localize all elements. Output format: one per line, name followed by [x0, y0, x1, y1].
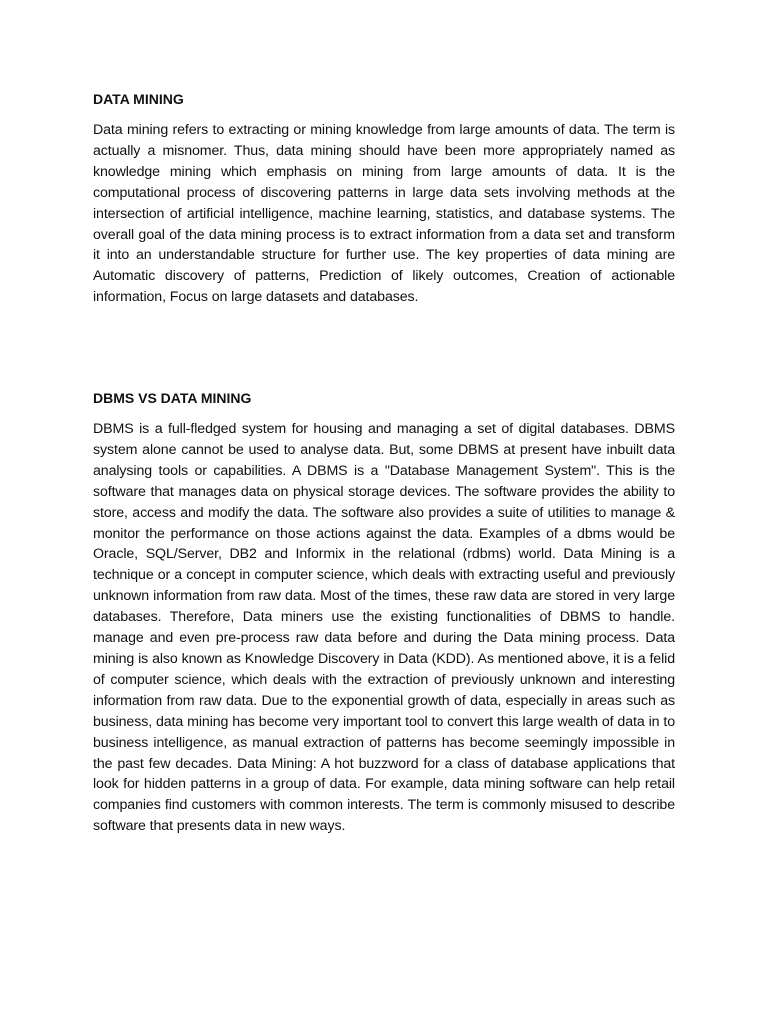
paragraph-data-mining: Data mining refers to extracting or mining knowledge from large amounts of data. The term is actually a misnomer. Thus, data mining should have been more appropriately named as knowledge mining which emphasis on mining from large amounts of data. It is the computational process of discovering patterns in large data sets involving methods at the intersection of artificial intelligence, machine learning, statistics, and database systems. The overall goal of the data mining process is to extract information from a data set and transform it into an understandable structure for further use. The key properties of data mining are Automatic discovery of patterns, Prediction of likely outcomes, Creation of actionable information, Focus on large datasets and databases.: [93, 122, 675, 306]
document-page: [93, 0, 675, 1024]
section-heading-dbms-vs-data-mining: DBMS VS DATA MINING: [93, 390, 252, 406]
section-heading-data-mining: DATA MINING: [93, 91, 184, 107]
paragraph-dbms-vs-data-mining: DBMS is a full-fledged system for housing and managing a set of digital databases. DBMS system alone cannot be used to analyse data. But, some DBMS at present have inbuilt data analysing tools or capabilities. A DBMS is a "Database Management System". This is the software that manages data on physical storage devices. The software provides the ability to store, access and modify the data. The software also provides a suite of utilities to manage & monitor the performance on those actions against the data. Examples of a dbms would be Oracle, SQL/Server, DB2 and Informix in the relational (rdbms) world. Data Mining is a technique or a concept in computer science, which deals with extracting useful and previously unknown information from raw data. Most of the times, these raw data are stored in very large databases. Therefore, Data miners use the existing functionalities of DBMS to handle. manage and even pre-process raw data before and during the Data mining process. Data mining is also known as Knowledge Discovery in Data (KDD). As mentioned above, it is a felid of computer science, which deals with the extraction of previously unknown and interesting information from raw data. Due to the exponential growth of data, especially in areas such as business, data mining has become very important tool to convert this large wealth of data in to business intelligence, as manual extraction of patterns has become seemingly impossible in the past few decades. Data Mining: A hot buzzword for a class of database applications that look for hidden patterns in a group of data. For example, data mining software can help retail companies find customers with common interests. The term is commonly misused to describe software that presents data in new ways.: [93, 421, 675, 835]
